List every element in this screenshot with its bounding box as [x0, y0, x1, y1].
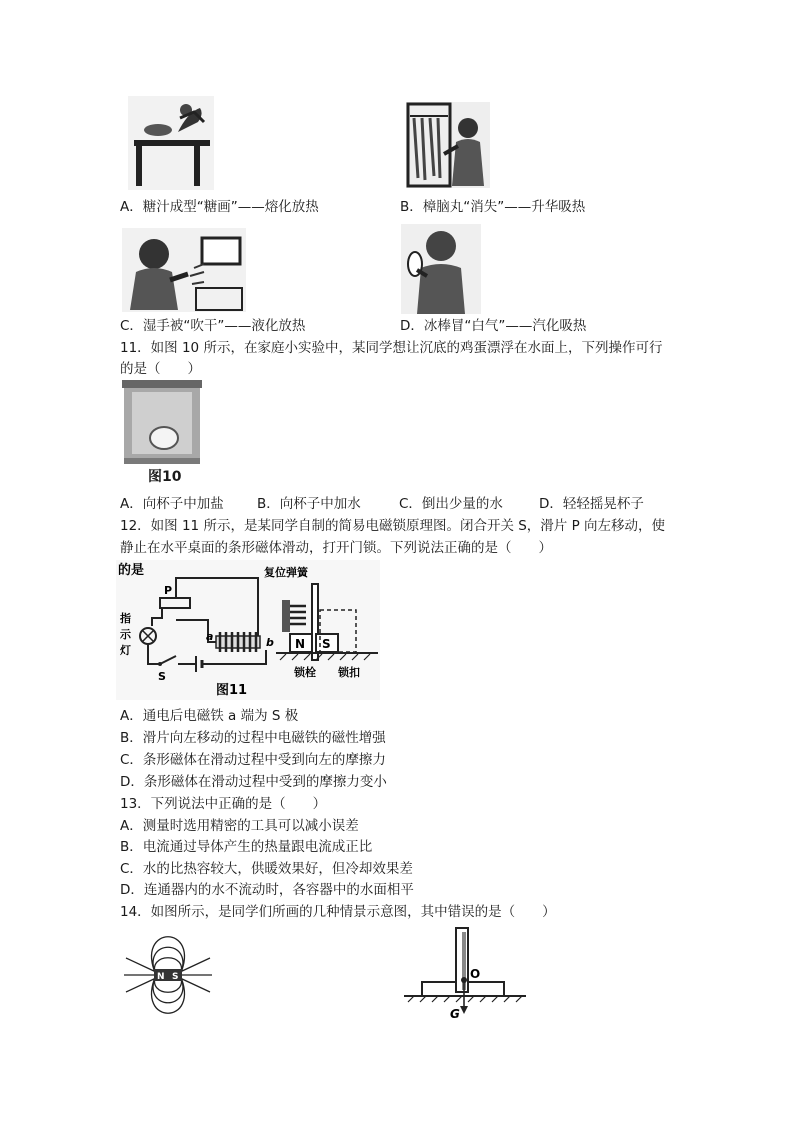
label-lamp-1: 指: [120, 612, 131, 625]
label-bolt: 锁栓: [294, 666, 316, 679]
figure-hand-dryer: [122, 228, 246, 312]
q12-stem-line2: 静止在水平桌面的条形磁体滑动，打开门锁。下列说法正确的是（ ）: [120, 540, 552, 556]
q14-stem: 14．如图所示，是同学们所画的几种情景示意图，其中错误的是（ ）: [120, 904, 556, 920]
figure-camphor-wardrobe: [406, 102, 490, 188]
q13-option-d: D．连通器内的水不流动时，各容器中的水面相平: [120, 882, 414, 898]
fig14-label-o: O: [470, 967, 481, 981]
q10-option-c: C．湿手被“吹干”——液化放热: [120, 318, 306, 334]
label-s-magnet: S: [322, 637, 331, 651]
q13-stem: 13．下列说法中正确的是（ ）: [120, 796, 327, 812]
figure-10-caption: 图10: [148, 469, 182, 485]
fig14-label-n: N: [157, 972, 165, 982]
figure-11-electromagnetic-lock: [116, 560, 380, 700]
fig11-header: 的是: [118, 563, 145, 578]
figure-popsicle: [401, 224, 481, 314]
label-n: N: [295, 637, 306, 651]
q12-stem-line1: 12．如图 11 所示，是某同学自制的简易电磁锁原理图。闭合开关 S，滑片 P 向左移动，使: [120, 518, 666, 534]
label-reset-spring: 复位弹簧: [264, 566, 308, 579]
figure-11-caption: 图11: [216, 683, 248, 698]
figure-sugar-painting: [128, 96, 214, 190]
q12-option-d: D．条形磁体在滑动过程中受到的摩擦力变小: [120, 774, 387, 790]
q13-option-a: A．测量时选用精密的工具可以减小误差: [120, 818, 359, 834]
q12-option-c: C．条形磁体在滑动过程中受到向左的摩擦力: [120, 752, 386, 768]
figure-egg-in-cup: [120, 378, 204, 488]
q11-option-c: C．倒出少量的水: [399, 496, 503, 512]
label-switch-s: S: [158, 670, 166, 683]
label-b: b: [266, 636, 274, 649]
label-catch: 锁扣: [338, 666, 360, 679]
q12-option-b: B．滑片向左移动的过程中电磁铁的磁性增强: [120, 730, 386, 746]
label-p: P: [164, 584, 173, 597]
label-lamp-3: 灯: [120, 644, 131, 657]
q11-stem-line1: 11．如图 10 所示，在家庭小实验中，某同学想让沉底的鸡蛋漂浮在水面上，下列操作可行: [120, 340, 663, 356]
fig14-label-s: S: [172, 972, 179, 982]
q10-option-d: D．冰棒冒“白气”——汽化吸热: [400, 318, 587, 334]
q11-option-d: D．轻轻摇晃杯子: [539, 496, 644, 512]
fig14-label-g: G: [450, 1007, 460, 1021]
q12-option-a: A．通电后电磁铁 a 端为 S 极: [120, 708, 299, 724]
q10-option-a: A．糖汁成型“糖画”——熔化放热: [120, 199, 319, 215]
q11-option-b: B．向杯子中加水: [257, 496, 361, 512]
label-a: a: [206, 630, 214, 643]
figure-magnetic-field-lines: [120, 928, 216, 1022]
q11-stem-line2: 的是（ ）: [120, 361, 201, 377]
q11-option-a: A．向杯子中加盐: [120, 496, 224, 512]
q13-option-b: B．电流通过导体产生的热量跟电流成正比: [120, 839, 373, 855]
q10-option-b: B．樟脑丸“消失”——升华吸热: [400, 199, 586, 215]
label-lamp-2: 示: [120, 628, 131, 641]
figure-t-object-gravity: [400, 926, 530, 1024]
q13-option-c: C．水的比热容较大，供暖效果好，但冷却效果差: [120, 861, 413, 877]
